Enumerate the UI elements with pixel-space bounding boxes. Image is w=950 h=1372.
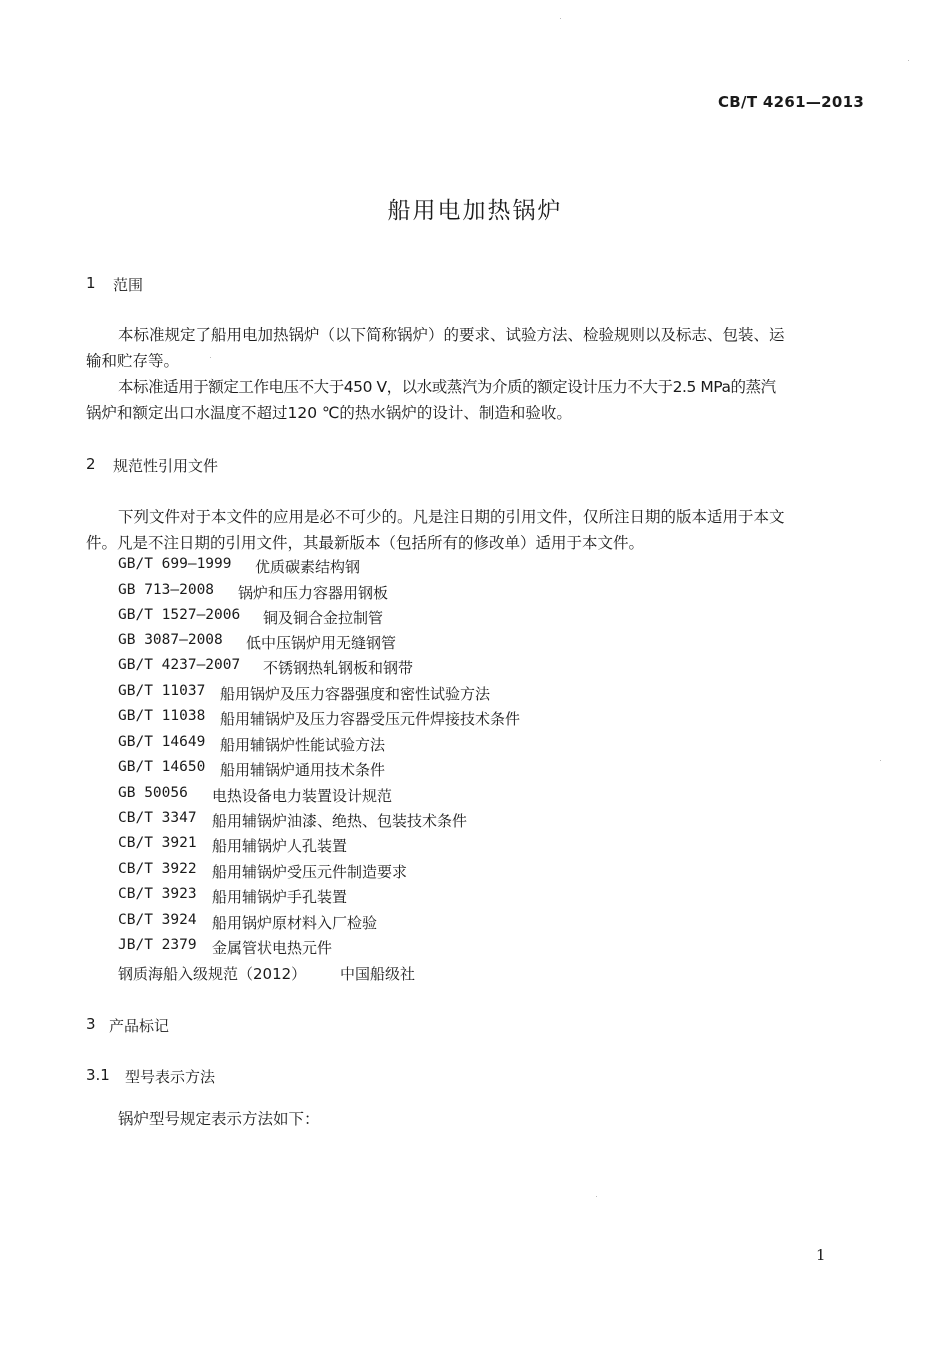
section-3-1-title: 型号表示方法 <box>125 1068 216 1086</box>
ref-name: 船用辅锅炉手孔装置 <box>212 888 348 906</box>
ref-name-last: 钢质海船入级规范（2012） <box>118 965 307 983</box>
section-3-number: 3 <box>86 1015 96 1033</box>
ref-name: 优质碳素结构钢 <box>255 558 361 576</box>
ref-code: GB/T 699—1999 <box>118 556 232 572</box>
ref-name: 金属管状电热元件 <box>212 939 333 957</box>
section-3-title: 产品标记 <box>109 1017 170 1035</box>
section-1-title: 范围 <box>113 276 144 294</box>
section-2-p-line1: 下列文件对于本文件的应用是必不可少的。凡是注日期的引用文件，仅所注日期的版本适用于本文 <box>118 508 785 526</box>
ref-name: 锅炉和压力容器用钢板 <box>238 584 389 602</box>
page-number: 1 <box>816 1246 826 1264</box>
section-1-p2-line1: 本标准适用于额定工作电压不大于450 V，以水或蒸汽为介质的额定设计压力不大于2.5 MPa的蒸汽 <box>118 378 776 396</box>
ref-name: 船用辅锅炉油漆、绝热、包装技术条件 <box>212 812 468 830</box>
ref-code: CB/T 3923 <box>118 886 197 902</box>
ref-code: GB 3087—2008 <box>118 632 223 648</box>
ref-code: CB/T 3921 <box>118 835 197 851</box>
scan-speck <box>210 357 211 358</box>
ref-name: 船用辅锅炉性能试验方法 <box>220 736 386 754</box>
ref-code: GB/T 11038 <box>118 708 206 724</box>
ref-name: 船用辅锅炉受压元件制造要求 <box>212 863 408 881</box>
section-2-title: 规范性引用文件 <box>113 457 219 475</box>
section-1-number: 1 <box>86 274 96 292</box>
section-3-1-number: 3.1 <box>86 1066 110 1084</box>
section-1-p1-line2: 输和贮存等。 <box>86 352 180 370</box>
scan-speck <box>596 1196 597 1197</box>
ref-code: JB/T 2379 <box>118 937 197 953</box>
ref-name: 低中压锅炉用无缝钢管 <box>246 634 397 652</box>
scan-speck <box>908 60 909 61</box>
ref-name: 船用辅锅炉人孔装置 <box>212 837 348 855</box>
section-1-p1-line1: 本标准规定了船用电加热锅炉（以下简称锅炉）的要求、试验方法、检验规则以及标志、包装、运 <box>118 326 785 344</box>
ref-code: GB/T 11037 <box>118 683 206 699</box>
ref-org-last: 中国船级社 <box>340 965 416 983</box>
ref-code: CB/T 3922 <box>118 861 197 877</box>
section-1-p2-line2: 锅炉和额定出口水温度不超过120 ℃的热水锅炉的设计、制造和验收。 <box>86 404 572 422</box>
section-2-number: 2 <box>86 455 96 473</box>
ref-name: 船用锅炉及压力容器强度和密性试验方法 <box>220 685 491 703</box>
ref-code: GB/T 14650 <box>118 759 206 775</box>
ref-name: 船用锅炉原材料入厂检验 <box>212 914 378 932</box>
ref-code: CB/T 3924 <box>118 912 197 928</box>
ref-name: 电热设备电力装置设计规范 <box>212 787 393 805</box>
page-title: 船用电加热锅炉 <box>387 198 563 224</box>
ref-name: 船用辅锅炉通用技术条件 <box>220 761 386 779</box>
ref-code: GB/T 14649 <box>118 734 206 750</box>
ref-code: GB 713—2008 <box>118 582 215 598</box>
ref-code: GB/T 4237—2007 <box>118 657 241 673</box>
ref-name: 船用辅锅炉及压力容器受压元件焊接技术条件 <box>220 710 521 728</box>
ref-code: GB/T 1527—2006 <box>118 607 241 623</box>
ref-name: 不锈钢热轧钢板和钢带 <box>263 659 414 677</box>
ref-name: 铜及铜合金拉制管 <box>263 609 384 627</box>
scan-speck <box>560 18 561 19</box>
ref-code: CB/T 3347 <box>118 810 197 826</box>
standard-code: CB/T 4261—2013 <box>718 93 865 111</box>
ref-code: GB 50056 <box>118 785 188 801</box>
section-2-p-line2: 件。凡是不注日期的引用文件，其最新版本（包括所有的修改单）适用于本文件。 <box>86 534 645 552</box>
section-3-1-text: 锅炉型号规定表示方法如下： <box>118 1110 320 1128</box>
scan-speck <box>880 760 881 761</box>
